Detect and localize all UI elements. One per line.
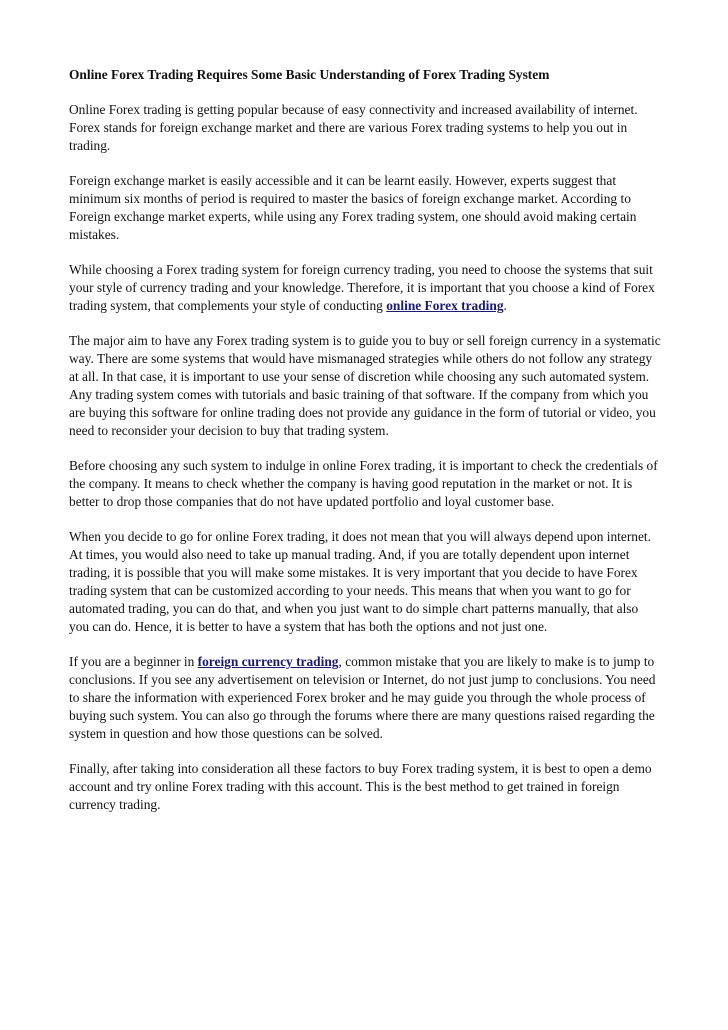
paragraph-8: Finally, after taking into consideration all these factors to buy Forex trading system, it is best to open a demo account and try online Forex trading with this account. This is the best method to get trained in foreign currency trading. [69,761,652,812]
paragraph-5: Before choosing any such system to indulge in online Forex trading, it is important to check the credentials of the company. It means to check whether the company is having good reputation in the market or not. It is better to drop those companies that do not have updated portfolio and loyal customer base. [69,458,658,509]
paragraph-6: When you decide to go for online Forex trading, it does not mean that you will always depend upon internet. At times, you would also need to take up manual trading. And, if you are totally dependent upon internet trading, it is possible that you will make some mistakes. It is very important that you decide to have Forex trading system that can be customized according to your needs. This means that when you want to go for automated trading, you can do that, and when you just want to do simple chart patterns manually, that also you can do. Hence, it is better to have a system that has both the options and not just one. [69,529,651,634]
paragraph-7 [69,653,661,743]
paragraph-4: The major aim to have any Forex trading system is to guide you to buy or sell foreign currency in a systematic way. There are some systems that would have mismanaged strategies while others do not follow any strategy at all. In that case, it is important to use your sense of discretion while choosing any such automated system. Any trading system comes with tutorials and basic training of that software. If the company from which you are buying this software for online trading does not provide any guidance in the form of tutorial or video, you need to reconsider your decision to buy that trading system. [69,333,661,438]
paragraph-3 [69,261,661,315]
foreign-currency-trading-link[interactable]: foreign currency trading [197,654,339,669]
document-page [69,66,661,831]
paragraph-7-text-after: , common mistake that you are likely to make is to jump to conclusions. If you see any advertisement on television or Internet, do not just jump to conclusions. You need to share the information with experienced Forex broker and he may guide you through the whole process of buying such system. You can also go through the forums where there are many questions raised regarding the system in question and how those questions can be solved. [69,654,656,741]
paragraph-3-text-before: While choosing a Forex trading system for foreign currency trading, you need to choose the systems that suit your style of currency trading and your knowledge. Therefore, it is important that you choose a kind of Forex trading system, that complements your style of conducting [69,262,655,313]
paragraph-2: Foreign exchange market is easily accessible and it can be learnt easily. However, experts suggest that minimum six months of period is required to master the basics of foreign exchange market. According to Foreign exchange market experts, while using any Forex trading system, one should avoid making certain mistakes. [69,173,637,242]
online-forex-trading-link[interactable]: online Forex trading [386,298,504,313]
paragraph-3-text-after: . [503,298,507,313]
article-title: Online Forex Trading Requires Some Basic Understanding of Forex Trading System [69,67,550,82]
paragraph-7-text-before: If you are a beginner in [69,654,198,669]
paragraph-1: Online Forex trading is getting popular because of easy connectivity and increased availability of internet. Forex stands for foreign exchange market and there are various Forex trading systems to help you out in trading. [69,102,638,153]
